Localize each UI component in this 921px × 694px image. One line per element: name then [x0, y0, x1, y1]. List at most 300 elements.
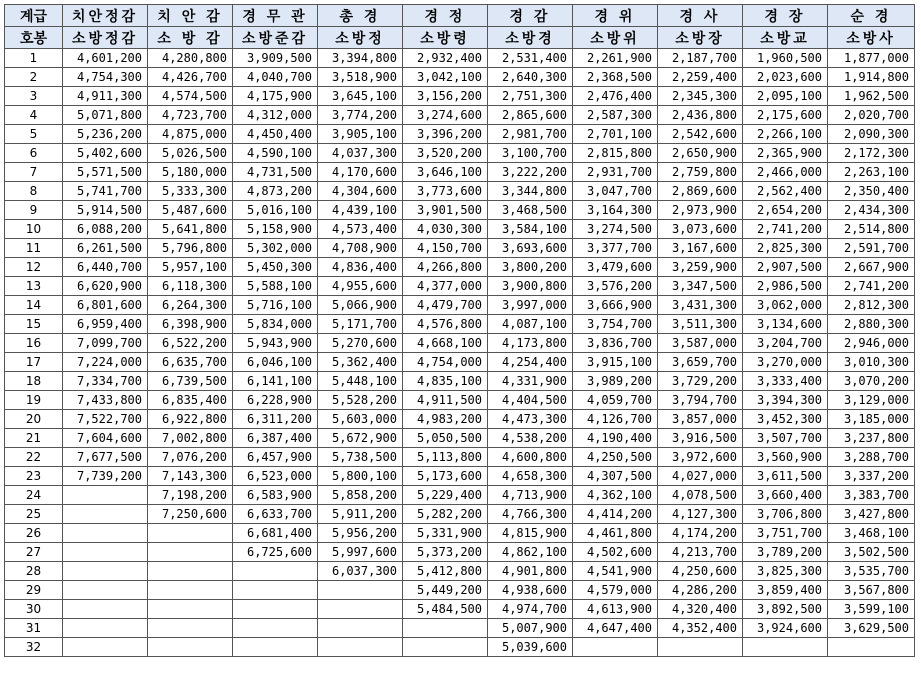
- pay-cell: 2,815,800: [573, 144, 658, 163]
- pay-cell: 4,377,000: [403, 277, 488, 296]
- pay-cell: 4,731,500: [233, 163, 318, 182]
- pay-cell: 4,040,700: [233, 68, 318, 87]
- pay-cell: 5,487,600: [148, 201, 233, 220]
- pay-cell: 5,026,500: [148, 144, 233, 163]
- pay-cell: 6,583,900: [233, 486, 318, 505]
- pay-cell: 5,796,800: [148, 239, 233, 258]
- pay-cell: 3,427,800: [828, 505, 915, 524]
- pay-cell: [63, 619, 148, 638]
- pay-cell: 4,647,400: [573, 619, 658, 638]
- pay-cell: 2,350,400: [828, 182, 915, 201]
- pay-cell: 5,066,900: [318, 296, 403, 315]
- pay-cell: [63, 524, 148, 543]
- pay-cell: 4,938,600: [488, 581, 573, 600]
- pay-cell: 4,037,300: [318, 144, 403, 163]
- pay-cell: 3,924,600: [743, 619, 828, 638]
- police-grade-header: 경 무 관: [233, 5, 318, 27]
- fire-grade-header: 소방령: [403, 27, 488, 49]
- step-cell: 18: [5, 372, 63, 391]
- pay-cell: 5,331,900: [403, 524, 488, 543]
- police-grade-header-row: [5, 5, 915, 27]
- pay-cell: 6,264,300: [148, 296, 233, 315]
- pay-cell: 2,562,400: [743, 182, 828, 201]
- pay-cell: 4,426,700: [148, 68, 233, 87]
- pay-cell: 2,931,700: [573, 163, 658, 182]
- pay-cell: 3,288,700: [828, 448, 915, 467]
- pay-cell: 3,468,100: [828, 524, 915, 543]
- pay-cell: [148, 600, 233, 619]
- pay-cell: 5,171,700: [318, 315, 403, 334]
- step-cell: 8: [5, 182, 63, 201]
- pay-cell: 5,113,800: [403, 448, 488, 467]
- pay-cell: 7,433,800: [63, 391, 148, 410]
- pay-cell: 3,729,200: [658, 372, 743, 391]
- pay-cell: 2,932,400: [403, 49, 488, 68]
- pay-cell: 5,943,900: [233, 334, 318, 353]
- pay-cell: 3,164,300: [573, 201, 658, 220]
- step-cell: 10: [5, 220, 63, 239]
- pay-cell: 3,073,600: [658, 220, 743, 239]
- pay-cell: 4,862,100: [488, 543, 573, 562]
- pay-cell: [63, 505, 148, 524]
- pay-cell: 4,266,800: [403, 258, 488, 277]
- pay-cell: 4,875,000: [148, 125, 233, 144]
- pay-cell: 6,037,300: [318, 562, 403, 581]
- pay-cell: 5,716,100: [233, 296, 318, 315]
- pay-cell: 2,865,600: [488, 106, 573, 125]
- step-cell: 11: [5, 239, 63, 258]
- pay-cell: 3,270,000: [743, 353, 828, 372]
- pay-cell: 6,725,600: [233, 543, 318, 562]
- pay-cell: 4,078,500: [658, 486, 743, 505]
- pay-cell: 2,654,200: [743, 201, 828, 220]
- police-grade-header: 경 사: [658, 5, 743, 27]
- police-grade-header: 경 장: [743, 5, 828, 27]
- pay-cell: 2,591,700: [828, 239, 915, 258]
- pay-cell: 3,344,800: [488, 182, 573, 201]
- table-row: [5, 163, 915, 182]
- pay-cell: 4,173,800: [488, 334, 573, 353]
- table-row: [5, 87, 915, 106]
- pay-cell: 4,600,800: [488, 448, 573, 467]
- pay-cell: 3,452,300: [743, 410, 828, 429]
- pay-cell: 4,352,400: [658, 619, 743, 638]
- pay-cell: 4,573,400: [318, 220, 403, 239]
- pay-cell: 2,587,300: [573, 106, 658, 125]
- pay-cell: [148, 619, 233, 638]
- pay-cell: 2,023,600: [743, 68, 828, 87]
- pay-cell: 4,479,700: [403, 296, 488, 315]
- pay-cell: 2,880,300: [828, 315, 915, 334]
- table-row: [5, 638, 915, 657]
- pay-cell: 5,333,300: [148, 182, 233, 201]
- pay-cell: 4,911,500: [403, 391, 488, 410]
- pay-cell: 4,030,300: [403, 220, 488, 239]
- police-grade-header: 경 감: [488, 5, 573, 27]
- pay-cell: 3,900,800: [488, 277, 573, 296]
- pay-cell: 2,090,300: [828, 125, 915, 144]
- pay-cell: 3,857,000: [658, 410, 743, 429]
- pay-cell: 7,250,600: [148, 505, 233, 524]
- step-cell: 7: [5, 163, 63, 182]
- fire-grade-header: 소방위: [573, 27, 658, 49]
- pay-cell: 3,836,700: [573, 334, 658, 353]
- step-cell: 9: [5, 201, 63, 220]
- pay-cell: 6,681,400: [233, 524, 318, 543]
- pay-cell: 5,448,100: [318, 372, 403, 391]
- pay-cell: 3,156,200: [403, 87, 488, 106]
- pay-cell: 7,739,200: [63, 467, 148, 486]
- pay-cell: 6,835,400: [148, 391, 233, 410]
- pay-cell: 3,972,600: [658, 448, 743, 467]
- pay-cell: 4,708,900: [318, 239, 403, 258]
- table-row: [5, 619, 915, 638]
- table-row: [5, 448, 915, 467]
- pay-cell: [148, 543, 233, 562]
- step-cell: 25: [5, 505, 63, 524]
- corner-step-label: 호봉: [5, 27, 63, 49]
- pay-cell: 5,180,000: [148, 163, 233, 182]
- step-cell: 24: [5, 486, 63, 505]
- police-grade-header: 경 정: [403, 5, 488, 27]
- table-row: [5, 391, 915, 410]
- pay-cell: 6,739,500: [148, 372, 233, 391]
- pay-cell: 1,962,500: [828, 87, 915, 106]
- pay-cell: 1,877,000: [828, 49, 915, 68]
- pay-cell: [63, 562, 148, 581]
- pay-cell: 4,538,200: [488, 429, 573, 448]
- pay-cell: 3,800,200: [488, 258, 573, 277]
- pay-cell: 7,002,800: [148, 429, 233, 448]
- pay-cell: [828, 638, 915, 657]
- pay-cell: 5,071,800: [63, 106, 148, 125]
- pay-cell: [233, 600, 318, 619]
- table-row: [5, 144, 915, 163]
- pay-cell: 3,167,600: [658, 239, 743, 258]
- table-row: [5, 581, 915, 600]
- police-grade-header: 치안정감: [63, 5, 148, 27]
- pay-cell: [63, 638, 148, 657]
- pay-cell: 1,960,500: [743, 49, 828, 68]
- table-row: [5, 505, 915, 524]
- pay-cell: 4,579,000: [573, 581, 658, 600]
- pay-cell: [63, 581, 148, 600]
- step-cell: 12: [5, 258, 63, 277]
- step-cell: 1: [5, 49, 63, 68]
- pay-cell: 2,812,300: [828, 296, 915, 315]
- pay-cell: 6,046,100: [233, 353, 318, 372]
- pay-cell: 3,794,700: [658, 391, 743, 410]
- pay-cell: 2,020,700: [828, 106, 915, 125]
- step-cell: 30: [5, 600, 63, 619]
- pay-cell: 4,190,400: [573, 429, 658, 448]
- pay-cell: 4,450,400: [233, 125, 318, 144]
- pay-cell: 2,869,600: [658, 182, 743, 201]
- table-row: [5, 68, 915, 87]
- pay-cell: [318, 581, 403, 600]
- pay-cell: 3,859,400: [743, 581, 828, 600]
- pay-cell: 2,667,900: [828, 258, 915, 277]
- pay-cell: 4,414,200: [573, 505, 658, 524]
- pay-cell: 4,213,700: [658, 543, 743, 562]
- pay-cell: 5,302,000: [233, 239, 318, 258]
- pay-cell: 3,042,100: [403, 68, 488, 87]
- pay-cell: 2,172,300: [828, 144, 915, 163]
- pay-cell: [403, 638, 488, 657]
- pay-cell: 6,523,000: [233, 467, 318, 486]
- pay-cell: 7,334,700: [63, 372, 148, 391]
- pay-cell: 4,576,800: [403, 315, 488, 334]
- pay-cell: 6,398,900: [148, 315, 233, 334]
- pay-cell: 4,541,900: [573, 562, 658, 581]
- fire-grade-header-row: [5, 27, 915, 49]
- step-cell: 27: [5, 543, 63, 562]
- pay-cell: 4,723,700: [148, 106, 233, 125]
- table-row: [5, 372, 915, 391]
- pay-cell: 5,173,600: [403, 467, 488, 486]
- pay-cell: 3,337,200: [828, 467, 915, 486]
- pay-cell: 5,282,200: [403, 505, 488, 524]
- pay-cell: [318, 600, 403, 619]
- pay-cell: 2,175,600: [743, 106, 828, 125]
- pay-cell: [573, 638, 658, 657]
- pay-cell: 3,394,300: [743, 391, 828, 410]
- pay-cell: 4,473,300: [488, 410, 573, 429]
- pay-cell: [233, 619, 318, 638]
- pay-cell: [233, 581, 318, 600]
- table-row: [5, 353, 915, 372]
- pay-cell: 6,118,300: [148, 277, 233, 296]
- pay-cell: 6,522,200: [148, 334, 233, 353]
- pay-cell: 3,518,900: [318, 68, 403, 87]
- table-row: [5, 277, 915, 296]
- pay-cell: 2,542,600: [658, 125, 743, 144]
- pay-cell: 4,713,900: [488, 486, 573, 505]
- table-row: [5, 429, 915, 448]
- pay-cell: 3,377,700: [573, 239, 658, 258]
- step-cell: 4: [5, 106, 63, 125]
- pay-cell: 4,911,300: [63, 87, 148, 106]
- pay-cell: 3,204,700: [743, 334, 828, 353]
- pay-cell: 7,604,600: [63, 429, 148, 448]
- pay-cell: 2,466,000: [743, 163, 828, 182]
- pay-cell: 4,754,000: [403, 353, 488, 372]
- pay-cell: 5,016,100: [233, 201, 318, 220]
- pay-cell: 5,603,000: [318, 410, 403, 429]
- pay-cell: [63, 486, 148, 505]
- fire-grade-header: 소방정감: [63, 27, 148, 49]
- pay-cell: 6,922,800: [148, 410, 233, 429]
- pay-cell: 5,449,200: [403, 581, 488, 600]
- pay-cell: 5,039,600: [488, 638, 573, 657]
- pay-cell: [148, 581, 233, 600]
- pay-cell: 3,507,700: [743, 429, 828, 448]
- table-row: [5, 106, 915, 125]
- pay-cell: 3,645,100: [318, 87, 403, 106]
- pay-cell: [318, 619, 403, 638]
- pay-cell: 4,312,000: [233, 106, 318, 125]
- pay-cell: 2,981,700: [488, 125, 573, 144]
- pay-cell: 4,286,200: [658, 581, 743, 600]
- pay-cell: 2,263,100: [828, 163, 915, 182]
- pay-cell: 3,431,300: [658, 296, 743, 315]
- step-cell: 21: [5, 429, 63, 448]
- pay-cell: 3,222,200: [488, 163, 573, 182]
- pay-cell: 2,741,200: [743, 220, 828, 239]
- pay-cell: 5,373,200: [403, 543, 488, 562]
- pay-table-body: [5, 49, 915, 657]
- pay-cell: 3,520,200: [403, 144, 488, 163]
- pay-cell: 2,436,800: [658, 106, 743, 125]
- pay-cell: 5,641,800: [148, 220, 233, 239]
- pay-cell: 2,345,300: [658, 87, 743, 106]
- pay-cell: 6,141,100: [233, 372, 318, 391]
- pay-cell: 2,759,800: [658, 163, 743, 182]
- pay-cell: 3,396,200: [403, 125, 488, 144]
- table-row: [5, 467, 915, 486]
- pay-cell: 3,905,100: [318, 125, 403, 144]
- pay-cell: 3,611,500: [743, 467, 828, 486]
- pay-cell: 3,773,600: [403, 182, 488, 201]
- fire-grade-header: 소방교: [743, 27, 828, 49]
- pay-cell: 3,535,700: [828, 562, 915, 581]
- pay-cell: 2,741,200: [828, 277, 915, 296]
- pay-cell: 3,599,100: [828, 600, 915, 619]
- pay-cell: 3,274,500: [573, 220, 658, 239]
- pay-cell: 4,766,300: [488, 505, 573, 524]
- pay-cell: 2,986,500: [743, 277, 828, 296]
- pay-cell: [63, 600, 148, 619]
- table-row: [5, 296, 915, 315]
- pay-cell: 4,250,600: [658, 562, 743, 581]
- pay-cell: 5,484,500: [403, 600, 488, 619]
- corner-grade-label: 계급: [5, 5, 63, 27]
- pay-cell: 6,959,400: [63, 315, 148, 334]
- pay-cell: 3,751,700: [743, 524, 828, 543]
- pay-cell: 7,076,200: [148, 448, 233, 467]
- pay-cell: 6,387,400: [233, 429, 318, 448]
- pay-cell: 4,658,300: [488, 467, 573, 486]
- pay-cell: 6,620,900: [63, 277, 148, 296]
- fire-grade-header: 소방준감: [233, 27, 318, 49]
- table-row: [5, 543, 915, 562]
- pay-cell: 6,311,200: [233, 410, 318, 429]
- pay-cell: 4,955,600: [318, 277, 403, 296]
- pay-cell: 2,701,100: [573, 125, 658, 144]
- pay-cell: 5,402,600: [63, 144, 148, 163]
- pay-cell: 5,672,900: [318, 429, 403, 448]
- table-row: [5, 49, 915, 68]
- pay-cell: 7,677,500: [63, 448, 148, 467]
- step-cell: 32: [5, 638, 63, 657]
- pay-cell: 5,412,800: [403, 562, 488, 581]
- pay-cell: 5,997,600: [318, 543, 403, 562]
- pay-cell: 3,706,800: [743, 505, 828, 524]
- fire-grade-header: 소방정: [318, 27, 403, 49]
- pay-cell: 3,989,200: [573, 372, 658, 391]
- pay-cell: 2,751,300: [488, 87, 573, 106]
- fire-grade-header: 소방사: [828, 27, 915, 49]
- pay-cell: 5,911,200: [318, 505, 403, 524]
- pay-cell: 2,531,400: [488, 49, 573, 68]
- pay-cell: 4,059,700: [573, 391, 658, 410]
- pay-cell: 4,304,600: [318, 182, 403, 201]
- pay-cell: 5,738,500: [318, 448, 403, 467]
- pay-cell: 4,574,500: [148, 87, 233, 106]
- pay-cell: 3,916,500: [658, 429, 743, 448]
- pay-cell: [658, 638, 743, 657]
- pay-cell: 3,825,300: [743, 562, 828, 581]
- pay-cell: 2,640,300: [488, 68, 573, 87]
- pay-cell: 7,099,700: [63, 334, 148, 353]
- pay-cell: 4,815,900: [488, 524, 573, 543]
- step-cell: 20: [5, 410, 63, 429]
- pay-cell: 4,613,900: [573, 600, 658, 619]
- fire-grade-header: 소방장: [658, 27, 743, 49]
- pay-cell: 4,254,400: [488, 353, 573, 372]
- pay-cell: 3,584,100: [488, 220, 573, 239]
- pay-cell: 4,836,400: [318, 258, 403, 277]
- pay-cell: 3,394,800: [318, 49, 403, 68]
- pay-cell: 4,127,300: [658, 505, 743, 524]
- pay-cell: [233, 638, 318, 657]
- table-row: [5, 600, 915, 619]
- pay-cell: 4,307,500: [573, 467, 658, 486]
- pay-cell: 5,236,200: [63, 125, 148, 144]
- pay-cell: 3,909,500: [233, 49, 318, 68]
- pay-cell: 5,050,500: [403, 429, 488, 448]
- pay-cell: 5,270,600: [318, 334, 403, 353]
- pay-cell: 4,170,600: [318, 163, 403, 182]
- step-cell: 16: [5, 334, 63, 353]
- pay-cell: 3,892,500: [743, 600, 828, 619]
- pay-cell: 5,007,900: [488, 619, 573, 638]
- pay-cell: [148, 562, 233, 581]
- pay-cell: 6,633,700: [233, 505, 318, 524]
- table-row: [5, 239, 915, 258]
- table-row: [5, 258, 915, 277]
- pay-cell: 2,946,000: [828, 334, 915, 353]
- pay-cell: 3,646,100: [403, 163, 488, 182]
- pay-cell: 4,974,700: [488, 600, 573, 619]
- pay-cell: 3,134,600: [743, 315, 828, 334]
- pay-cell: 3,754,700: [573, 315, 658, 334]
- step-cell: 26: [5, 524, 63, 543]
- pay-cell: 3,062,000: [743, 296, 828, 315]
- pay-cell: 2,434,300: [828, 201, 915, 220]
- pay-cell: 3,274,600: [403, 106, 488, 125]
- table-row: [5, 201, 915, 220]
- step-cell: 3: [5, 87, 63, 106]
- table-row: [5, 315, 915, 334]
- pay-cell: 2,514,800: [828, 220, 915, 239]
- pay-cell: 5,588,100: [233, 277, 318, 296]
- pay-cell: 6,228,900: [233, 391, 318, 410]
- pay-cell: 4,754,300: [63, 68, 148, 87]
- table-row: [5, 125, 915, 144]
- pay-cell: [318, 638, 403, 657]
- pay-cell: 2,259,400: [658, 68, 743, 87]
- step-cell: 14: [5, 296, 63, 315]
- pay-cell: 4,250,500: [573, 448, 658, 467]
- pay-cell: 2,261,900: [573, 49, 658, 68]
- pay-cell: 3,629,500: [828, 619, 915, 638]
- pay-cell: 3,070,200: [828, 372, 915, 391]
- pay-cell: 4,873,200: [233, 182, 318, 201]
- pay-cell: 4,668,100: [403, 334, 488, 353]
- step-cell: 5: [5, 125, 63, 144]
- pay-cell: 4,331,900: [488, 372, 573, 391]
